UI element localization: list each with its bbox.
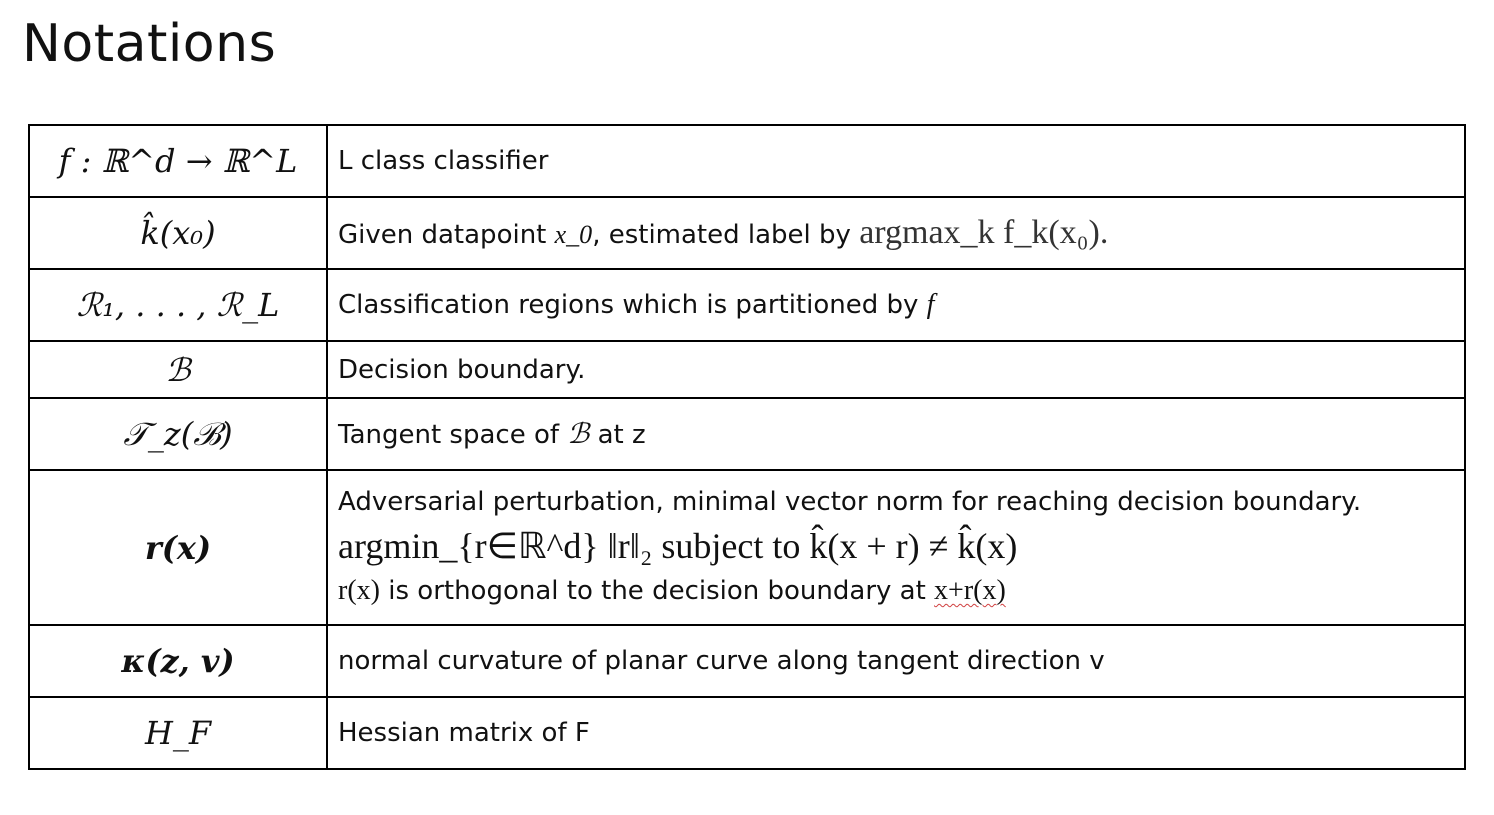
symbol-cell xyxy=(29,269,327,341)
table-row xyxy=(29,197,1465,269)
description-text: L class classifier xyxy=(338,146,549,176)
description-text: normal curvature of planar curve along tangent direction v xyxy=(338,646,1105,676)
description-line-3 xyxy=(338,572,1464,610)
symbol-cell xyxy=(29,697,327,769)
description-cell xyxy=(327,125,1465,197)
description-cell xyxy=(327,625,1465,697)
symbol-cell xyxy=(29,125,327,197)
description-line-1: Adversarial perturbation, minimal vector norm for reaching decision boundary. xyxy=(338,487,1362,518)
table-row xyxy=(29,269,1465,341)
symbol-adversarial-perturbation: r(x) xyxy=(144,528,212,567)
description-text: Decision boundary. xyxy=(338,354,586,385)
symbol-estimated-label: k̂(x₀) xyxy=(140,214,216,252)
symbol-cell xyxy=(29,470,327,625)
symbol-tangent-space: 𝒯_z(ℬ) xyxy=(123,414,233,453)
table-row xyxy=(29,125,1465,197)
symbol-cell xyxy=(29,341,327,398)
description-cell xyxy=(327,470,1465,625)
description-text: at z xyxy=(589,420,646,450)
symbol-cell xyxy=(29,398,327,470)
description-text: is orthogonal to the decision boundary at xyxy=(379,576,935,607)
symbol-decision-boundary: ℬ xyxy=(165,350,191,389)
inline-variable: x_0 xyxy=(554,220,593,249)
description-cell xyxy=(327,398,1465,470)
table-row xyxy=(29,398,1465,470)
inline-formula: argmax_k f_k(x₀). xyxy=(859,214,1109,251)
inline-variable: ℬ xyxy=(567,419,590,450)
symbol-cell xyxy=(29,197,327,269)
symbol-regions: ℛ₁, . . . , ℛ_L xyxy=(76,286,280,324)
notation-table xyxy=(28,124,1466,770)
formula-argmin: argmin_{r∈ℝ^d} ‖r‖₂ subject to k̂(x + r) ≠ k̂(x) xyxy=(338,526,1018,567)
description-cell xyxy=(327,341,1465,398)
inline-formula: x+r(x) xyxy=(934,575,1006,607)
description-text: Tangent space of xyxy=(338,420,568,450)
description-cell xyxy=(327,697,1465,769)
description-text: , estimated label by xyxy=(592,220,860,250)
table-row xyxy=(29,625,1465,697)
symbol-classifier: f : ℝ^d → ℝ^L xyxy=(58,142,298,180)
description-text: Classification regions which is partitioned by xyxy=(338,290,927,320)
inline-variable: f xyxy=(926,289,935,320)
description-cell xyxy=(327,269,1465,341)
symbol-hessian: H_F xyxy=(144,714,212,752)
inline-formula: r(x) xyxy=(338,575,380,607)
table-row xyxy=(29,470,1465,625)
description-cell xyxy=(327,197,1465,269)
description-text: Given datapoint xyxy=(338,220,555,250)
table-row xyxy=(29,697,1465,769)
symbol-cell xyxy=(29,625,327,697)
symbol-normal-curvature: κ(z, v) xyxy=(121,642,235,680)
table-row xyxy=(29,341,1465,398)
page-title: Notations xyxy=(22,14,277,74)
description-text: Hessian matrix of F xyxy=(338,718,590,748)
